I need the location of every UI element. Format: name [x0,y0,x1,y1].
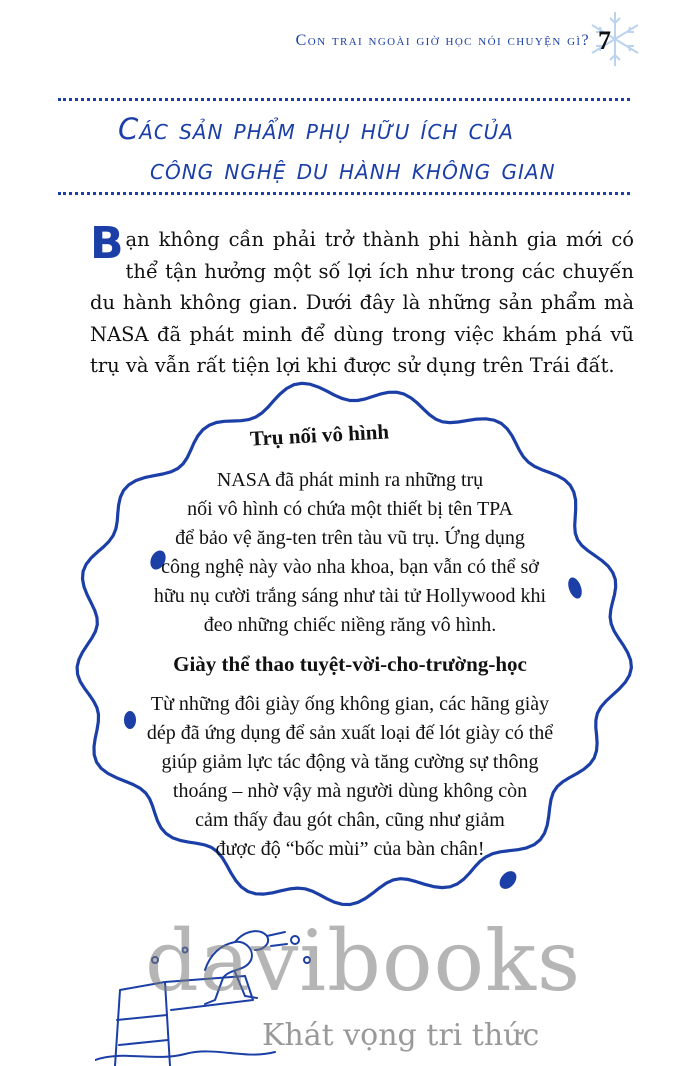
body-line: thoáng – nhờ vậy mà người dùng không còn [172,780,528,802]
watermark-slogan: Khát vọng tri thức [262,1018,540,1053]
dotted-divider-bottom [58,192,630,195]
section-body-invisible-braces [100,466,600,640]
intro-text: ạn không cần phải trở thành phi hành gia mới có thể tận hưởng một số lợi ích như trong các chuyến du hành không gian. Dưới đây là những sản phẩm mà NASA đã phát minh để dùng trong việc khám phá vũ trụ và vẫn rất tiện lợi khi được sử dụng trên Trái đất. [90,228,634,377]
body-line: hữu nụ cười trắng sáng như tài tử Hollywood khi [153,585,547,607]
chapter-title-line-1: Các sản phẩm phụ hữu ích của [118,112,514,146]
section-heading-invisible-braces: Trụ nối vô hình [249,419,390,451]
body-line: được độ “bốc mùi” của bàn chân! [215,838,485,860]
watermark-brand: davibooks [145,912,582,1010]
intro-paragraph [90,218,634,382]
section-body-school-sneakers [100,690,600,864]
snowflake-icon [580,8,650,70]
body-line: đeo những chiếc niềng răng vô hình. [203,614,497,636]
chapter-title-line-2: công nghệ du hành không gian [150,152,556,186]
running-head: Con trai ngoài giờ học nói chuyện gì? [295,32,590,49]
body-line: nối vô hình có chứa một thiết bị tên TPA [187,498,513,520]
body-line: NASA đã phát minh ra những trụ [216,469,484,491]
body-line: công nghệ này vào nha khoa, bạn vẫn có thể sở [161,556,539,578]
body-line: dép đã ứng dụng để sản xuất loại đế lót giày có thể [146,722,554,744]
section-heading-school-sneakers: Giày thể thao tuyệt-vời-cho-trường-học [173,652,527,676]
body-line: cảm thấy đau gót chân, cũng như giảm [195,809,505,831]
body-line: để bảo vệ ăng-ten trên tàu vũ trụ. Ứng dụng [175,527,525,549]
dotted-divider-top [58,98,630,101]
page-number: 7 [598,26,611,55]
body-line: Từ những đôi giày ống không gian, các hãng giày [150,693,550,715]
drop-cap: B [90,218,124,269]
body-line: giúp giảm lực tác động và tăng cường sự thông [161,751,539,773]
